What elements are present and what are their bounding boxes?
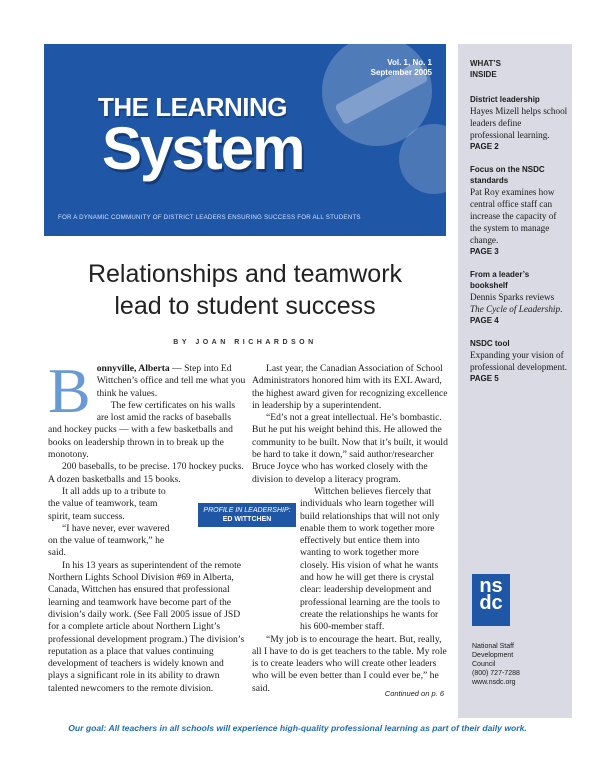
whats-inside-sidebar [458, 44, 572, 718]
sidebar-item-desc: Expanding your vision of professional development. [470, 350, 567, 372]
sidebar-item-district-leadership[interactable] [470, 94, 568, 152]
masthead [44, 44, 446, 236]
headline-line2: lead to student success [114, 292, 376, 320]
sidebar-item-title: NSDC tool [470, 339, 510, 348]
sidebar-item-desc: Hayes Mizell helps school leaders define professional learning. [470, 106, 568, 140]
paragraph: “My job is to encourage the heart. But, really, all I have to do is get teachers to the table. My role is to create leaders who will create other leaders who will be even better than I could ever be,” he said. [252, 633, 447, 694]
lead-text: — Step into Ed Wittchen’s office and tell me what you think he values. [96, 363, 246, 399]
profile-name: ED WITTCHEN [222, 516, 272, 523]
sidebar-item-title: District leadership [470, 95, 540, 104]
masthead-title-line2: System [102, 115, 304, 182]
org-contact [472, 642, 570, 687]
lead-paragraph [48, 355, 246, 426]
article-column-1 [48, 355, 246, 695]
sidebar-item-desc: Pat Roy examines how central office staff can increase the capacity of the system to manage change. [470, 187, 557, 245]
article-headline [44, 258, 446, 322]
org-name: Development [472, 652, 514, 659]
sidebar-item-title: From a leader’s bookshelf [470, 270, 530, 290]
sidebar-item-page: PAGE 3 [470, 247, 499, 256]
drop-cap: B [48, 355, 91, 426]
sidebar-item-standards[interactable] [470, 164, 568, 257]
sidebar-item-desc: Dennis Sparks reviews The Cycle of Leadership. [470, 292, 563, 314]
paragraph: Wittchen believes fiercely that individuals who learn together will build relationships that will not only enable them to work together more effectively but entice them into wanting to work together more closely. His vision of what he wants and how he will get there is crystal clear: leadership development and professional learning are the tools to create the relationships he wants for his 600-member staff. [300, 485, 440, 633]
profile-label: PROFILE IN LEADERSHIP: [203, 507, 291, 514]
paragraph: In his 13 years as superintendent of the remote Northern Lights School Division #69 in Alberta, Canada, Wittchen has ensured that professional learning and teamwork have become part of the division’s daily work. (See Fall 2005 issue of JSD for a complete article about Northern Light’s professional development program.) The division’s reputation as a place that values continuing development of teachers is widely known and plays a significant role in its ability to drawn talented newcomers to the remote division. [48, 559, 245, 694]
org-website[interactable]: www.nsdc.org [472, 679, 516, 686]
profile-callout [198, 503, 296, 527]
article-column-2 [252, 363, 448, 695]
sidebar-item-page: PAGE 4 [470, 316, 499, 325]
sidebar-item-bookshelf[interactable] [470, 269, 568, 326]
paragraph: “Ed’s not a great intellectual. He’s bombastic. But he put his weight behind this. He allowed the community to be built. Now that it’s built, it would be hard to take it down,” said author/researcher Bruce Joyce who has worked closely with the division to develop a literacy program. [252, 412, 448, 485]
masthead-tagline: FOR A DYNAMIC COMMUNITY OF DISTRICT LEADERS ENSURING SUCCESS FOR ALL STUDENTS [58, 214, 361, 221]
paragraph: The few certificates on his walls are lost amid the racks of baseballs and hockey pucks — with a few basketballs and books on leadership thrown in to break up the monotony. [48, 399, 236, 461]
issue-info [371, 58, 432, 78]
paragraph: 200 baseballs, to be precise. 170 hockey pucks. A dozen basketballs and 15 books. [48, 461, 244, 485]
paragraph: “I have never, ever wavered on the value of teamwork,” he said. [48, 522, 170, 559]
continued-note: Continued on p. 6 [384, 689, 444, 698]
sidebar-item-page: PAGE 2 [470, 142, 499, 151]
issue-date: September 2005 [370, 68, 432, 77]
sidebar-item-page: PAGE 5 [470, 374, 499, 383]
paragraph: Last year, the Canadian Association of School Administrators honored him with its EXL Award, the highest award given for recognizing excellence in leadership by a superintendent. [252, 363, 448, 411]
paragraph: It all adds up to a tribute to the value of teamwork, team spirit, team success. [48, 485, 166, 522]
org-phone: (800) 727-7288 [472, 670, 520, 677]
volume-number: Vol. 1, No. 1 [387, 58, 432, 67]
sidebar-item-title: Focus on the NSDC standards [470, 165, 545, 185]
org-name: Council [472, 661, 496, 668]
masthead-title-line1: THE LEARNING [98, 92, 287, 122]
nsdc-logo: ns dc [472, 574, 510, 626]
sidebar-item-nsdc-tool[interactable] [470, 338, 568, 384]
headline-line1: Relationships and teamwork [87, 260, 403, 288]
dateline: onnyville, Alberta [96, 363, 170, 374]
footer-goal: Our goal: All teachers in all schools will experience high-quality professional learning as part of their daily work. [68, 723, 527, 733]
org-name: National Staff [472, 643, 514, 650]
sidebar-heading: WHAT’S INSIDE [470, 59, 501, 79]
byline: BY JOAN RICHARDSON [173, 339, 317, 346]
